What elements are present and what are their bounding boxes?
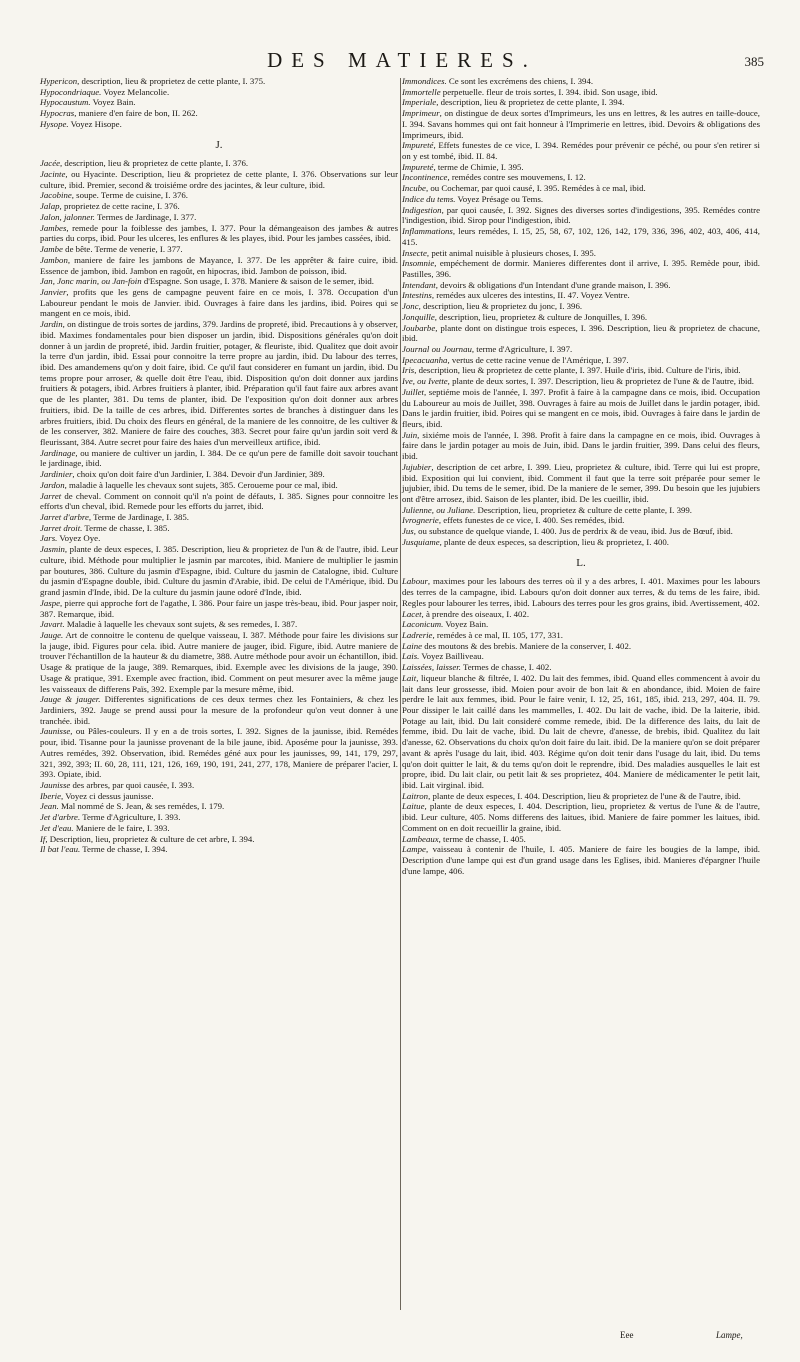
index-entry xyxy=(402,619,760,630)
entry-text: , choix qu'on doit faire d'un Jardinier, I. 384. Devoir d'un Jardinier, 389. xyxy=(72,469,325,480)
index-entry xyxy=(40,533,398,544)
entry-heading: Jan, Jonc marin, ou Jan-foin xyxy=(40,276,142,287)
entry-heading: Hypocaustum. xyxy=(40,97,91,108)
index-entry xyxy=(40,812,398,823)
entry-heading: Jardon xyxy=(40,479,65,490)
entry-heading: Jardinage xyxy=(40,447,76,458)
entry-heading: Jean. xyxy=(40,801,59,812)
entry-heading: Jusquiame xyxy=(402,536,440,547)
index-entry xyxy=(40,791,398,802)
entry-heading: Il bat l'eau. xyxy=(40,844,81,855)
entry-text: , profits que les gens de campagne peuvent faire en ce mois, I. 378. Occupation d'un Laboureur pendant le mois de Janvier. ibid. Ouvrages à faire dans les jardins, ibid. Poires qui se mangent en ce mois, ibid. xyxy=(40,286,398,319)
entry-text: , Voyez ci dessus jaunisse. xyxy=(61,790,154,801)
entry-text: Voyez Bailliveau. xyxy=(419,651,484,662)
index-entry xyxy=(402,194,760,205)
entry-text: des arbres, par quoi causée, I. 393. xyxy=(70,780,195,790)
entry-text: Maniere de le faire, I. 393. xyxy=(73,822,170,833)
section-letter: L. xyxy=(576,556,586,569)
index-entry xyxy=(402,609,760,620)
entry-heading: Jars. xyxy=(40,533,58,544)
entry-heading: Jet d'eau. xyxy=(40,822,74,833)
index-entry xyxy=(40,448,398,469)
entry-heading: Lambeaux xyxy=(402,833,439,844)
index-entry xyxy=(40,726,398,780)
entry-heading: Ivrognerie xyxy=(402,515,439,526)
index-entry xyxy=(402,365,760,376)
entry-heading: Jaspe xyxy=(40,597,61,608)
index-entry xyxy=(40,823,398,834)
entry-heading: Jujubier xyxy=(402,461,432,472)
entry-text: , description, lieu, proprietez & culture de Jonquilles, I. 396. xyxy=(434,311,648,322)
entry-heading: Hypericon xyxy=(40,76,78,86)
entry-text: , vertus de cette racine venue de l'Amérique, I. 397. xyxy=(447,354,629,365)
entry-heading: Jalon, jalonner. xyxy=(40,211,95,222)
entry-heading: Intendant xyxy=(402,279,436,290)
index-entry xyxy=(40,223,398,244)
index-entry xyxy=(40,255,398,276)
index-entry xyxy=(40,469,398,480)
entry-heading: Julienne, ou Juliane. xyxy=(402,504,476,515)
index-entry xyxy=(40,287,398,319)
entry-text: , maladie à laquelle les chevaux sont sujets, 385. Ceroueme pour ce mal, ibid. xyxy=(64,479,338,490)
entry-heading: Janvier xyxy=(40,286,67,297)
entry-heading: Lait xyxy=(402,672,417,683)
entry-heading: Hypocras xyxy=(40,108,75,119)
entry-heading: Jonc xyxy=(402,301,419,312)
section-letter: J. xyxy=(215,138,223,151)
entry-heading: Jambe xyxy=(40,244,63,255)
entry-heading: Inflammations xyxy=(402,226,453,237)
index-entry xyxy=(40,119,398,130)
entry-text: , soupe. Terme de cuisine, I. 376. xyxy=(71,190,189,201)
entry-heading: Jaunisse xyxy=(40,726,71,737)
index-entry xyxy=(402,630,760,641)
index-entry xyxy=(40,844,398,855)
entry-text: Voyez Bain. xyxy=(90,97,136,108)
entry-text: , plante dont on distingue trois especes, I. 396. Description, lieu & proprietez de chacune, ibid. xyxy=(402,322,760,344)
index-entry xyxy=(402,355,760,366)
entry-text: Voyez Melancolie. xyxy=(101,86,170,97)
entry-heading: Laitue xyxy=(402,801,425,812)
entry-text: Mal nommé de S. Jean, & ses remédes, I. 179. xyxy=(58,801,225,812)
entry-heading: Immortelle xyxy=(402,86,441,97)
entry-text: de bête. Terme de venerie, I. 377. xyxy=(62,244,183,255)
index-entry xyxy=(402,662,760,673)
index-entry xyxy=(40,108,398,119)
index-entry xyxy=(40,244,398,255)
entry-heading: Jambon xyxy=(40,254,68,265)
entry-text: , liqueur blanche & filtrée, I. 402. Du lait des femmes, ibid. Quand elles commencent à avoir du lait dans leur grossesse, ibid. Moien pour avoir de bon lait & en abondance, ibid. Moien de faire perdre le lait aux femmes, ibid. Pour le faire venir, I. 12, 25, 161, 185, ibid. 213, 297, 404. II. 79. Pour dissiper le lait caillé dans les mammelles, I. 402. Du lait de vache, ibid. De la laiterie, ibid. Potage au lait, ibid. Du lait consideré comme remede, ibid. De la difference des laits, du lait de femme, ibid. Du lait de vache, ibid. Du lait de chevre, d'anesse, de brebis, ibid. Qualitez du lait d'anesse, 62. Observations du choix qu'on doit faire du lait. ibid. De la maniere qu'on se doit préparer avant & après l'usage du lait, ibid. 403. Régime qu'on doit tenir dans l'usage du lait, ibid. Du tems qu'on doit quitter le lait, & du tems qu'on doit le reprendre, ibid. Des maladies ausquelles le lait est propre, ibid. Du lait clair, ou petit lait & ses proprietez, 404. Maniere de médicamenter le petit lait, ibid. Lait virginal. ibid. xyxy=(402,672,760,790)
entry-heading: Ipecacuanha xyxy=(402,354,448,365)
entry-text: , maximes pour les labours des terres où il y a des arbres, I. 401. Maximes pour les labours des terres de la campagne, ibid. Labours qu'on doit donner aux terres, & du tems de les faire, ibid. Regles pour labourer les terres, ibid. Labours des terres pour les gros grains, ibid. Avertissement, 402. xyxy=(402,576,760,608)
entry-text: Voyez Hisope. xyxy=(68,118,122,129)
entry-text: , terme de chasse, I. 405. xyxy=(438,833,526,844)
index-entry xyxy=(402,537,760,548)
entry-text: Art de connoitre le contenu de quelque vaisseau, I. 387. Méthode pour faire les divisions sur la jauge, ibid. Figures pour cela. ibid. Autre maniere de jauger, ibid. Figure, ibid. Autre maniere de trouver l'échantillon de la hauteur & du diametre, 388. Autre méthode pour avoir un échantillon, ibid. Usage & pratique de la jauge, 389. Remarques, ibid. Exemple avec les divisions de la jauge, 390. Usage & pratique, 391. Exemple avec fraction, ibid. Comment on peut mesurer avec la même jauge les vaisseaux de differens Païs, 392. Exemple par la mesure même, ibid. xyxy=(40,629,398,694)
entry-text: , terme de Chimie, I. 395. xyxy=(433,161,524,172)
entry-text: , ou Cochemar, par quoi causé, I. 395. Remédes à ce mal, ibid. xyxy=(425,183,646,194)
entry-text: d'Espagne. Son usage, I. 378. Maniere & saison de le semer, ibid. xyxy=(141,276,374,287)
index-entry xyxy=(40,158,398,169)
column-rule xyxy=(400,78,401,1310)
entry-heading: Hysope. xyxy=(40,118,69,129)
index-entry xyxy=(402,515,760,526)
entry-text: Terme d'Agriculture, I. 393. xyxy=(80,812,181,823)
entry-heading: Hypocondriaque. xyxy=(40,86,102,97)
entry-text: , empéchement de dormir. Manieres differentes dont il arrive, I. 395. Remède pour, ibid. Pastilles, 396. xyxy=(402,258,760,279)
entry-text: , proprietez de cette racine, I. 376. xyxy=(59,201,180,212)
index-entry xyxy=(40,523,398,534)
entry-heading: Jet d'arbre. xyxy=(40,812,81,823)
page-number: 385 xyxy=(744,54,764,69)
entry-text: , plante de deux especes, I. 385. Description, lieu & proprietez de l'un & de l'autre, ibid. Leur culture, ibid. Méthode pour multiplier le jasmin par marcotes, ibid. Maniere de multiplier le jasmin par boutures, 386. Culture du jasmin d'Espagne, ibid. Culture du jasmin de Catalogne, ibid. Culture du jasmin d'Espagne double, ibid. Culture du jasmin d'Arabie, ibid. De celui de l'Amérique, ibid. Du grand jasmin d'Inde, ibid. De la culture du jasmin jaune odoré d'Inde, ibid. xyxy=(40,544,398,598)
index-entry xyxy=(402,344,760,355)
index-entry xyxy=(402,140,760,161)
index-entry xyxy=(40,87,398,98)
entry-text: , description de cet arbre, I. 399. Lieu, proprietez & culture, ibid. Terre qui lui est propre, ibid. Exposition qui lui convient, ibid. Comment il faut que la terre soit préparée pour semer le jujubier, ibid. Du tems de le semer, ibid. De la maniere de le semer, 399. Du besoin que les jujubiers ont d'être arrosez, ibid. Saison de les planter, ibid. De les cueillir, ibid. xyxy=(402,461,760,505)
entry-heading: Jarret droit. xyxy=(40,522,83,533)
entry-text: , ou substance de quelque viande, I. 400. Jus de perdrix & de veau, ibid. Jus de Bœuf, ibid. xyxy=(413,526,733,537)
entry-heading: Jalap xyxy=(40,201,60,212)
entry-heading: Jus xyxy=(402,526,414,537)
index-entry xyxy=(402,183,760,194)
index-entry xyxy=(402,258,760,279)
index-entry xyxy=(40,480,398,491)
index-entry xyxy=(402,641,760,652)
index-entry xyxy=(402,280,760,291)
index-entry xyxy=(40,491,398,512)
entry-heading: Jacée xyxy=(40,158,61,169)
entry-text: , petit animal nuisible à plusieurs choses, I. 395. xyxy=(426,247,596,258)
entry-heading: Jacinte xyxy=(40,169,66,180)
entry-text: , à prendre des oiseaux, I. 402. xyxy=(421,608,530,619)
entry-heading: Immondices. xyxy=(402,76,447,86)
index-entry xyxy=(402,226,760,247)
index-entry xyxy=(40,201,398,212)
page-header xyxy=(40,48,764,74)
index-entry xyxy=(40,319,398,448)
entry-text: , description, lieu & proprietez de cette plante, I. 394. xyxy=(436,97,625,108)
entry-text: Voyez Présage ou Tems. xyxy=(455,193,544,204)
entry-heading: Journal ou Journau xyxy=(402,343,472,354)
entry-heading: Insecte xyxy=(402,247,427,258)
index-entry xyxy=(40,190,398,201)
entry-text: , remede pour la foiblesse des jambes, I. 377. Pour la démangeaison des jambes & autres parties du corps, ibid. Pour les ulceres, les enflures & les playes, ibid. Pour les jambes cassées, ibid. xyxy=(40,222,398,244)
entry-text: Voyez Oye. xyxy=(57,533,101,544)
entry-heading: Lampe xyxy=(402,844,426,855)
entry-heading: Jauge. xyxy=(40,629,64,640)
entry-text: , plante de deux sortes, I. 397. Description, lieu & proprietez de l'une & de l'autre, ibid. xyxy=(447,376,755,387)
index-entry xyxy=(40,801,398,812)
index-entry xyxy=(402,651,760,662)
entry-text: des moutons & des brebis. Maniere de la conserver, I. 402. xyxy=(422,640,632,651)
entry-text: , description, lieu & proprietez de cette plante, I. 397. Huile d'iris, ibid. Culture de l'iris, ibid. xyxy=(414,365,741,376)
entry-heading: Lacet xyxy=(402,608,422,619)
entry-text: , effets funestes de ce vice, I. 400. Ses remédes, ibid. xyxy=(438,515,625,526)
entry-text: Description, lieu, proprietez & culture de cette plante, I. 399. xyxy=(475,504,692,515)
index-entry xyxy=(402,97,760,108)
entry-heading: Ladrerie xyxy=(402,629,433,640)
entry-heading: Iberie xyxy=(40,790,62,801)
entry-heading: Juin xyxy=(402,429,418,440)
entry-text: , remédes à ce mal, II. 105, 177, 331. xyxy=(432,629,563,640)
entry-heading: Jasmin xyxy=(40,544,65,555)
entry-text: , maniere d'en faire de bon, II. 262. xyxy=(74,108,198,119)
entry-heading: Jarret d'arbre xyxy=(40,512,89,523)
entry-text: , Description, lieu, proprietez & culture de cet arbre, I. 394. xyxy=(45,833,255,844)
index-entry xyxy=(402,323,760,344)
index-entry xyxy=(40,97,398,108)
index-entry xyxy=(402,87,760,98)
entry-text: , description, lieu & proprietez de cette plante, I. 376. xyxy=(60,158,249,169)
index-entry xyxy=(40,76,398,87)
entry-text: , leurs remédes, I. 15, 25, 58, 67, 102, 126, 142, 179, 336, 396, 402, 403, 406, 414, 415. xyxy=(402,226,760,247)
entry-text: Termes de chasse, I. 402. xyxy=(460,662,552,673)
index-entry xyxy=(402,801,760,833)
entry-text: , ou Hyacinte. Description, lieu & proprietez de cette plante, I. 376. Observations sur leur culture, ibid. Premier, second & troisiéme ordre des jacintes, & leur culture, ibid. xyxy=(40,169,398,190)
index-entry xyxy=(402,162,760,173)
index-entry xyxy=(402,526,760,537)
entry-heading: Laissées, laisser. xyxy=(402,662,461,673)
entry-text: perpetuelle. fleur de trois sortes, I. 394. ibid. Son usage, ibid. xyxy=(440,86,658,97)
index-entry xyxy=(40,619,398,630)
entry-text: , sixiéme mois de l'année, I. 398. Profit à faire dans la campagne en ce mois, ibid. Ouvrages à faire dans le jardin potager au mois de Juin, ibid. Dans le jardin fruitier, 399. Dans celui des fleurs, ibid. xyxy=(402,429,760,462)
index-entry xyxy=(40,512,398,523)
entry-heading: Jacobine xyxy=(40,190,72,201)
entry-text: , Terme de Jardinage, I. 385. xyxy=(88,512,189,523)
index-entry xyxy=(40,834,398,845)
entry-heading: Impureté xyxy=(402,140,434,151)
index-entry xyxy=(402,505,760,516)
entry-text: Differentes significations de ces deux termes chez les Fontainiers, & chez les Jardiniers, 392. Jauge se prend aussi pour la mesure de la profondeur qu'on veut donner à une tranchée. ibid. xyxy=(40,694,398,726)
entry-heading: Labour xyxy=(402,576,428,587)
index-entry xyxy=(402,462,760,505)
index-entry xyxy=(402,248,760,259)
entry-heading: Jarret xyxy=(40,490,62,501)
index-entry xyxy=(40,598,398,619)
index-entry xyxy=(402,290,760,301)
entry-heading: Insomnie xyxy=(402,258,435,269)
entry-heading: Imprimeur xyxy=(402,108,440,119)
index-entry xyxy=(402,576,760,608)
entry-heading: Ive, ou Ivette xyxy=(402,376,448,387)
entry-text: , septiéme mois de l'année, I. 397. Profit à faire à la campagne dans ce mois, ibid. Occupation du Laboureur au mois de Juillet, 398. Ouvrages à faire au mois de Juillet dans le jardin potager, ibid. Dans le jardin fruitier, ibid. Poires qui se mangent en ce mois, ibid. Ouvrages à faire dans le jardin de fleurs, ibid. xyxy=(402,386,760,429)
entry-text: , on distingue de trois sortes de jardins, 379. Jardins de propreté, ibid. Precautions à y observer, ibid. Maximes fondamentales pour bien disposer un jardin, ibid. Dispositions générales qu'on doit donner à un jardin de propreté, ibid. Jardin fruitier, potager, & fleuriste, ibid. Qualitez que doit avoir la terre d'un jardin, ibid. Essai pour connoitre la terre propre au jardin, ibid. Du labour des terres, ibid. Des amandemens qu'on y doit faire, ibid. Ce qu'il faut considerer en fumant un jardin, ibid. Du tems propre pour arroser, & quelle doit être l'eau, ibid. Disposition qu'on doit donner aux jardins fruitiers & potagers, ibid. Arbres fruitiers à planter, ibid. Préparation qu'il faut faire aux arbres avant que de les planter, 381. Du tems de planter, ibid. De l'exposition qu'on doit donner aux arbres fruitiers, ibid. De la taille de ces arbres, ibid. Differentes sortes de branches à distinguer dans les arbres fruitiers, ibid. Du choix des fleurs en général, de la maniere de les connoitre, de les cultiver & de les conserver, 382. Maniere de faire des couches, 383. Secret pour faire qu'un jardin soit verd & fleurissant, 384. Autre secret pour faire des haies d'un merveilleux artifice, ibid. xyxy=(40,319,398,447)
index-entry xyxy=(402,387,760,430)
index-entry xyxy=(40,212,398,223)
entry-heading: Indice du tems. xyxy=(402,193,456,204)
entry-heading: Iris xyxy=(402,365,415,376)
entry-text: Ce sont les excrémens des chiens, I. 394. xyxy=(446,76,594,86)
entry-heading: Intestins xyxy=(402,290,432,301)
entry-text: , Effets funestes de ce vice, I. 394. Remédes pour prévenir ce péché, ou pour s'en retirer si on y est tombé, ibid. II. 84. xyxy=(402,140,760,162)
entry-heading: Juillet xyxy=(402,386,424,397)
index-entry xyxy=(402,791,760,802)
entry-text: , remédes contre ses mouvemens, I. 12. xyxy=(447,172,586,183)
signature-mark: Eee xyxy=(620,1330,634,1340)
entry-heading: Laitron xyxy=(402,790,429,801)
entry-text: , devoirs & obligations d'un Intendant d'une grande maison, I. 396. xyxy=(435,279,671,290)
entry-heading: Laconicum. xyxy=(402,619,444,630)
entry-heading: Jonquille xyxy=(402,311,435,322)
index-entry xyxy=(40,276,398,287)
entry-heading: Laine xyxy=(402,640,423,651)
entry-text: , par quoi causée, I. 392. Signes des diverses sortes d'indigestions, 395. Remédes contre l'indigestion, ibid. Sirop pour l'indigestion, ibid. xyxy=(402,204,760,226)
entry-heading: Joubarbe xyxy=(402,322,436,333)
entry-heading: Javart. xyxy=(40,619,65,630)
entry-text: Termes de Jardinage, I. 377. xyxy=(94,211,197,222)
entry-text: Terme de chasse, I. 394. xyxy=(80,844,168,855)
catchword: Lampe, xyxy=(716,1330,743,1340)
entry-heading: Jaunisse xyxy=(40,780,71,790)
index-entry xyxy=(40,780,398,791)
index-entry xyxy=(402,76,760,87)
entry-text: Voyez Bain. xyxy=(443,619,489,630)
running-title: DES MATIERES. xyxy=(267,48,537,72)
entry-text: de cheval. Comment on connoit qu'il n'a point de défauts, I. 385. Signes pour connoitre les efforts d'un cheval, ibid. Remede pour les efforts du jarret, ibid. xyxy=(40,490,398,512)
entry-text: , ou maniere de cultiver un jardin, I. 384. De ce qu'un pere de famille doit savoir touchant le jardinage, ibid. xyxy=(40,447,398,469)
entry-text: , description, lieu & proprietez du jonc, I. 396. xyxy=(418,301,583,312)
index-entry xyxy=(402,376,760,387)
entry-text: , on distingue de deux sortes d'Imprimeurs, les uns en lettres, & les autres en taille-douce, I. 394. Savans hommes qui ont fait honneur à l'Imprimerie en lettres, ibid. Devoirs & obligations des Imprimeurs, ibid. xyxy=(402,108,760,140)
left-column xyxy=(40,76,398,855)
index-entry xyxy=(402,301,760,312)
entry-text: Terme de chasse, I. 385. xyxy=(82,522,170,533)
index-entry xyxy=(402,205,760,226)
index-entry xyxy=(402,673,760,791)
index-entry xyxy=(40,169,398,190)
entry-heading: Jauge & jauger. xyxy=(40,694,101,705)
entry-heading: Incontinence xyxy=(402,172,448,183)
index-entry xyxy=(402,172,760,183)
entry-text: , pierre qui approche fort de l'agathe, I. 386. Pour faire un jaspe très-beau, ibid. Pour jasper noir, 387. Remarque, ibid. xyxy=(40,597,398,619)
entry-text: , description, lieu & proprietez de cette plante, I. 375. xyxy=(77,76,266,86)
index-entry xyxy=(402,844,760,876)
entry-text: , remédes aux ulceres des intestins, II. 47. Voyez Ventre. xyxy=(431,290,630,301)
entry-text: , ou Pâles-couleurs. Il y en a de trois sortes, I. 392. Signes de la jaunisse, ibid. Remédes pour, ibid. Tisanne pour la jaunisse provenant de la bile jaune, ibid. Aposéme pour la jaunisse, 393. Autres remédes, 392. Observation, ibid. Remédes géné aux pour les jaunisses, 99, 141, 179, 297, 321, 392, 393; II. 60, 28, 111, 121, 126, 169, 190, 191, 241, 277, 178, Maniere de préparer l'acier, I. 393. Opiate, ibid. xyxy=(40,726,398,780)
index-entry xyxy=(40,544,398,598)
index-entry xyxy=(402,430,760,462)
entry-heading: Impureté xyxy=(402,161,434,172)
index-entry xyxy=(402,834,760,845)
entry-heading: Imperiale xyxy=(402,97,437,108)
index-entry xyxy=(402,312,760,323)
entry-heading: Indigestion xyxy=(402,204,442,215)
entry-text: , plante de deux especes, sa description, lieu & proprietez, I. 400. xyxy=(439,536,670,547)
entry-text: Maladie à laquelle les chevaux sont sujets, & ses remedes, I. 387. xyxy=(64,619,298,630)
entry-text: , maniere de faire les jambons de Mayance, I. 377. De les apprêter & faire cuire, ibid. Essence de jambon, ibid. Jambon en ragoût, en hipocras, ibid. Jambon de poisson, ibid. xyxy=(40,254,398,276)
entry-heading: If xyxy=(40,833,46,844)
index-entry xyxy=(40,694,398,726)
entry-heading: Lais. xyxy=(402,651,420,662)
index-entry xyxy=(40,630,398,694)
entry-heading: Jardinier xyxy=(40,469,73,480)
entry-text: , plante de deux especes, I. 404. Description, lieu & proprietez de l'une & de l'autre, ibid. xyxy=(428,790,741,801)
entry-text: , vaisseau à contenir de l'huile, I. 405. Maniere de faire les bougies de la lampe, ibid. Description d'une lampe qui est d'un grand usage dans les Eglises, ibid. Manieres d'épargner l'huile d'une lampe, 406. xyxy=(402,844,760,876)
entry-heading: Jardin xyxy=(40,319,63,330)
entry-text: , terme d'Agriculture, I. 397. xyxy=(471,343,573,354)
right-column xyxy=(402,76,760,876)
entry-heading: Incube xyxy=(402,183,426,194)
index-entry xyxy=(402,108,760,140)
entry-text: , plante de deux especes, I. 404. Description, lieu, proprietez & vertus de l'une & de l'autre, ibid. Leur culture, 405. Noms differens des laitues, ibid. Maniere de faire pommer les laitues, ibid. Comment on en doit recueillir la graine, ibid. xyxy=(402,801,760,833)
entry-heading: Jambes xyxy=(40,222,67,233)
